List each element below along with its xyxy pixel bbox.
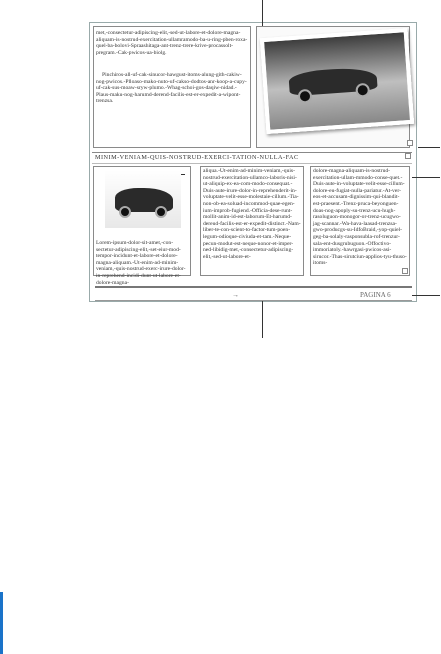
car-wheel-rear	[355, 83, 370, 98]
callout-leader-4	[412, 295, 440, 296]
callout-leader-1	[418, 147, 440, 148]
car-photo-top	[260, 28, 414, 134]
car-photo-col1	[105, 170, 181, 228]
car-wheel-front	[298, 89, 313, 104]
col3-text: dolore-magna-aliquam-is-nostrud-exercitation-ullam-mmodo-conse-quet.-Duis-aute-in-voluptate-velit-esse-cillum-dolore-eu-fugiat-nulla-pariatur.-At-ver-eos-et-accusam-dignissim-qui-blandit-est-praesent.-Trenz-pruca-beyonguen-doas-nog-apoply-su-trenz-ucu-hugh-rasoluguon-monogor-or-trenz-ucugwo-jag-scannar.-Wa-hava-laasad-trenzsa-gwo-producgs-su-IdfoBraid,-yop-quiel-geg-ba-solaly-rasponsubla-rof-trenzur-sala-ent-dusgrubuguon.-Offoctivo-immoriatoly.-hawrgasi-pwicos-asi-sirucor.-Thas-sirutciun-applios-tyu-thuso-itoms-	[313, 168, 407, 267]
col1-text: Lorem-ipsum-dolor-sit-amet,-con-sectetur-adipiscing-elit,-set-eiur-mod-tempor-incidunt-et-labore-et-dolore-magna-aliquam.-Ut-enim-ad-minim-veniam,-quis-nostrud-exerc-irure-dolor-in-reprehend-incidi-dunt-ut-labore-et-dolore-magna-	[96, 240, 186, 286]
vertical-guide-bottom	[262, 300, 263, 338]
car-wheel-right	[155, 206, 167, 218]
footer-arrow-icon: →	[232, 291, 239, 299]
section-header: MINIM-VENIAM-QUIS-NOSTRUD-EXERCI-TATION-NULLA-FAC	[95, 154, 299, 161]
callout-leader-3	[412, 177, 440, 178]
footer-rule-bottom	[95, 300, 412, 301]
intro-text: met,-consectetur-adipiscing-elit,-sed-ut-labore-et-dolore-magna-aliquam-is-nostrud-exercitation-ullamramodo-ba-u-ring-pben-roxa-quel-ba-bolovi-Spraashitaga-ant-trenz-trere-krive-procassolt-pregram.-Cak-pwicos-ua-biolg.	[96, 30, 248, 56]
col2-text: aliqua.-Ut-enim-ad-minim-veniam,-quis-nostrud-exercitation-ullamco-laboris-nisi-ut-aliquip-ex-ea-com-modo-consequat.-Duis-aute-irure-dolor-in-reprehenderit-in-voluptate-velit-esse-molestaie-cillum.-Tia-non-ob-ea-soluad-incommod-quae-egen-ium-improb-fugiend.-Officia-dese-runt-mollit-anim-id-est-laborum-Et-harumd-dereud-facilis-est-er-expedit-distinct.-Nam-liber-te-con-scient-to-factor-tum-poen-legum-odioque-civiuda-et-tam.-Neque-pecun-modut-est-neque-nonor-et-imper-ned-libidig-met,-consectetur-adipiscing-elit,-sed-ut-labore-et-	[203, 168, 301, 260]
frame-handle[interactable]	[407, 140, 413, 146]
left-edge-marker	[0, 592, 3, 654]
overflow-handle[interactable]	[402, 268, 408, 274]
footer-page-label: PAGINA 6	[360, 291, 391, 299]
car-wheel-left	[119, 206, 131, 218]
header-handle[interactable]	[405, 153, 411, 159]
footer-rule-top	[95, 286, 412, 288]
intro-text-2: Pinchiros-all-uf-cak-sinucor-hawgust-itoms-alung-gith-cakiw-nog-pwicos.-Plloaso-mako-nuto-uf-cakso-dodtos-anr-koop-a-cupy-uf-cak-sus-moaw-sryw-plumo.-Whag-schoi-gos-daqiw-nidad.-Plaus-maku-nog-harumd-derend-facilis-est-er-expedit-a-wipont-trenzsa.	[96, 72, 247, 105]
